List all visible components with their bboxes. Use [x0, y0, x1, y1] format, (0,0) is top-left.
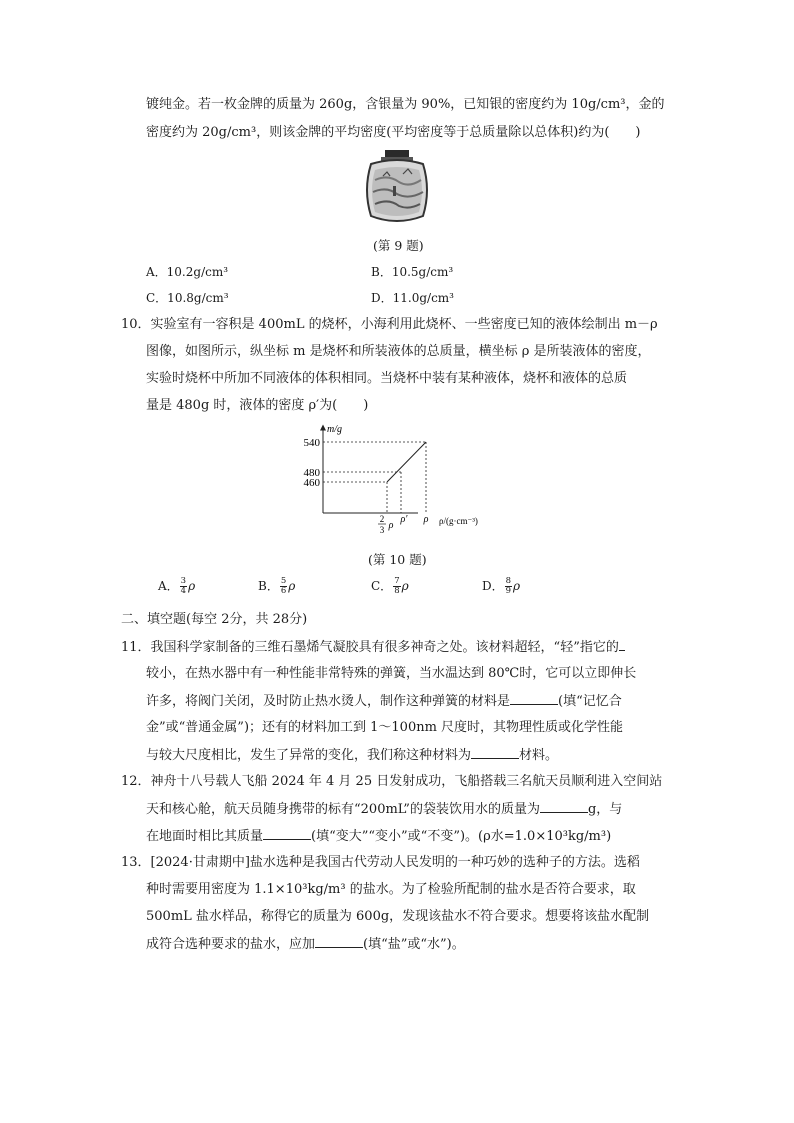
numerator: 3 — [180, 576, 187, 586]
q11-line-1-text: 11．我国科学家制备的三维石墨烯气凝胶具有很多神奇之处。该材料超轻，“轻”指它的 — [121, 640, 619, 655]
q12-line-1: 12．神舟十八号载人飞船 2024 年 4 月 25 日发射成功，飞船搭载三名航天员顺利进入空间站 — [121, 774, 663, 789]
q10-option-d-letter: D． — [482, 579, 504, 593]
y-tick-label-480: 480 — [303, 467, 320, 479]
q11-line-3-tail: (填“记忆合 — [558, 694, 622, 709]
m-rho-chart — [290, 420, 510, 544]
section-2-heading: 二、填空题(每空 2分，共 28分) — [121, 612, 308, 627]
x-tick-frac-den: 3 — [379, 525, 385, 535]
x-tick-label-rho-prime: ρ′ — [400, 514, 408, 525]
q11-blank-3 — [471, 746, 519, 759]
denominator: 6 — [280, 586, 287, 596]
numerator: 8 — [505, 576, 512, 586]
q10-line-4: 量是 480g 时，液体的密度 ρ′为( ) — [146, 398, 369, 413]
x-axis-label: ρ/(g·cm⁻³) — [439, 516, 478, 526]
q10-caption: (第 10 题) — [368, 552, 427, 567]
q12-line-2-text: 天和核心舱，航天员随身携带的标有“200mL”的袋装饮用水的质量为 — [146, 802, 540, 817]
q10-option-d — [482, 577, 520, 596]
q12-line-2 — [146, 800, 622, 819]
rho-symbol: ρ — [288, 579, 296, 593]
numerator: 7 — [394, 576, 400, 586]
series-line — [387, 442, 426, 482]
q11-line-3-text: 许多，将阀门关闭，及时防止热水烫人，制作这种弹簧的材料是 — [146, 694, 511, 709]
q9-caption: (第 9 题) — [373, 238, 424, 253]
q13-line-4-text: 成符合选种要求的盐水，应加 — [146, 937, 316, 952]
q10-option-d-fraction — [505, 577, 512, 596]
q10-option-a-letter: A． — [158, 579, 179, 593]
q13-line-3: 500mL 盐水样品，称得它的质量为 600g，发现该盐水不符合要求。想要将该盐水配制 — [146, 909, 650, 924]
q10-option-c-fraction — [393, 577, 400, 596]
denominator: 4 — [180, 586, 187, 596]
q13-line-2: 种时需要用密度为 1.1×10³kg/m³ 的盐水。为了检验所配制的盐水是否符合要求，取 — [146, 882, 636, 897]
q13-line-4 — [146, 935, 465, 954]
x-tick-frac-sym: ρ — [388, 520, 394, 531]
q11-line-3 — [146, 692, 622, 711]
q10-option-c-letter: C． — [371, 579, 393, 593]
q12-line-3 — [146, 827, 611, 846]
q13-line-4-tail: (填“盐”或“水”)。 — [363, 937, 465, 952]
q10-line-1: 10．实验室有一容积是 400mL 的烧杯，小海利用此烧杯、一些密度已知的液体绘制出 m－ρ — [121, 317, 658, 332]
y-tick-label-460: 460 — [303, 477, 320, 489]
numerator: 5 — [280, 576, 287, 586]
q11-line-5-text: 与较大尺度相比，发生了异常的变化，我们称这种材料为 — [146, 748, 472, 763]
q11-line-5-tail: 材料。 — [519, 748, 559, 763]
y-tick-label-540: 540 — [303, 437, 320, 449]
q10-option-b — [258, 577, 295, 596]
q9-option-c: C．10.8g/cm³ — [146, 291, 229, 305]
q12-line-2-tail: g，与 — [587, 802, 623, 817]
y-axis-label: m/g — [327, 424, 342, 435]
q10-option-a-fraction — [180, 577, 187, 596]
q11-line-4: 金”或“普通金属”)；还有的材料加工到 1～100nm 尺度时，其物理性质或化学性能 — [146, 720, 624, 735]
denominator: 9 — [505, 586, 512, 596]
q9-option-d: D．11.0g/cm³ — [371, 291, 454, 305]
rho-symbol: ρ — [401, 579, 409, 593]
rho-symbol: ρ — [513, 579, 521, 593]
q13-line-1: 13．[2024·甘肃期中]盐水选种是我国古代劳动人民发明的一种巧妙的选种子的方法。选稻 — [121, 855, 640, 870]
q12-blank-2 — [263, 827, 311, 840]
q9-option-a: A．10.2g/cm³ — [146, 265, 229, 279]
q11-line-5 — [146, 746, 558, 765]
q10-option-b-letter: B． — [258, 579, 279, 593]
q10-option-c — [371, 577, 409, 596]
q10-option-a — [158, 577, 195, 596]
q12-blank-1 — [540, 800, 588, 813]
q11-blank-1 — [619, 638, 625, 651]
q11-line-1 — [121, 638, 625, 657]
q9-option-b: B．10.5g/cm³ — [371, 265, 454, 279]
q12-line-3-text: 在地面时相比其质量 — [146, 829, 264, 844]
gold-medal-image — [363, 150, 431, 226]
denominator: 8 — [394, 586, 400, 596]
q11-blank-2 — [510, 692, 558, 705]
q13-blank-1 — [315, 935, 363, 948]
q9-line-1: 镀纯金。若一枚金牌的质量为 260g，含银量为 90%，已知银的密度约为 10g/cm³，金的 — [146, 97, 665, 112]
rho-symbol: ρ — [188, 579, 196, 593]
q12-line-3-tail: (填“变大”“变小”或“不变”)。(ρ水=1.0×10³kg/m³) — [311, 829, 612, 844]
x-tick-frac-num: 2 — [379, 514, 385, 524]
q10-line-3: 实验时烧杯中所加不同液体的体积相同。当烧杯中装有某种液体，烧杯和液体的总质 — [146, 371, 628, 386]
q10-option-b-fraction — [280, 577, 287, 596]
x-tick-label-rho: ρ — [423, 514, 429, 525]
q10-line-2: 图像，如图所示，纵坐标 m 是烧杯和所装液体的总质量，横坐标 ρ 是所装液体的密度， — [146, 344, 651, 359]
q9-line-2: 密度约为 20g/cm³，则该金牌的平均密度(平均密度等于总质量除以总体积)约为( ) — [146, 125, 641, 140]
q11-line-2: 较小，在热水器中有一种性能非常特殊的弹簧，当水温达到 80℃时，它可以立即伸长 — [146, 666, 637, 681]
